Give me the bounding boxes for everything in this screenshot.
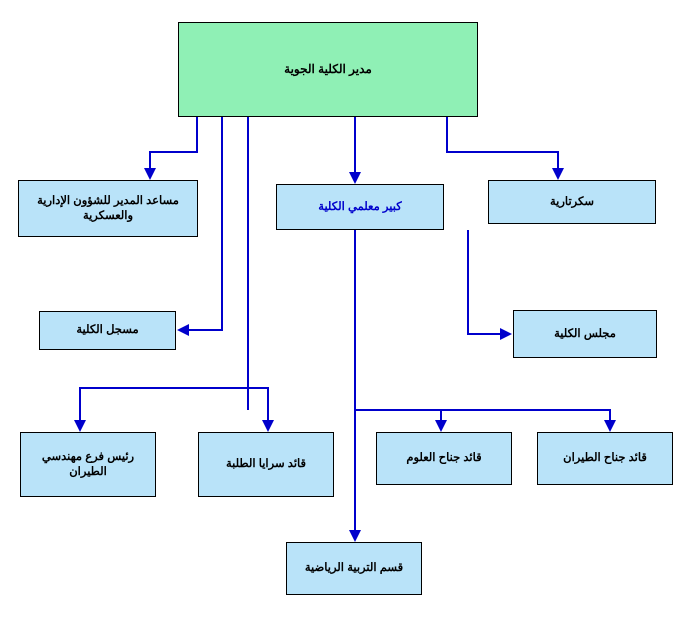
node-assistant-director[interactable] [18, 180, 198, 237]
node-label: مجلس الكلية [554, 327, 616, 340]
node-flying-wing-commander[interactable] [537, 432, 673, 485]
node-registrar[interactable] [39, 311, 176, 350]
node-label: كبير معلمي الكلية [318, 200, 402, 213]
node-college-council[interactable] [513, 310, 657, 358]
node-secretariat[interactable] [488, 180, 656, 224]
node-label: قائد سرايا الطلبة [225, 458, 307, 471]
node-label: مسجل الكلية [76, 324, 139, 337]
node-label: سكرتارية [550, 195, 594, 208]
node-head-aviation-engineers[interactable] [20, 432, 156, 497]
node-label: مدير الكلية الجوية [284, 62, 372, 76]
node-science-wing-commander[interactable] [376, 432, 512, 485]
node-director[interactable] [178, 22, 478, 117]
node-label: قسم التربية الرياضية [304, 562, 404, 575]
node-cadets-commander[interactable] [198, 432, 334, 497]
node-sports-education-department[interactable] [286, 542, 422, 595]
node-chief-teachers[interactable] [276, 184, 444, 230]
node-label: رئيس فرع مهندسي الطيران [41, 451, 135, 478]
node-label: قائد جناح الطيران [563, 452, 647, 465]
node-label: مساعد المدير للشؤون الإدارية والعسكرية [37, 195, 179, 222]
node-label: قائد جناح العلوم [406, 452, 482, 465]
